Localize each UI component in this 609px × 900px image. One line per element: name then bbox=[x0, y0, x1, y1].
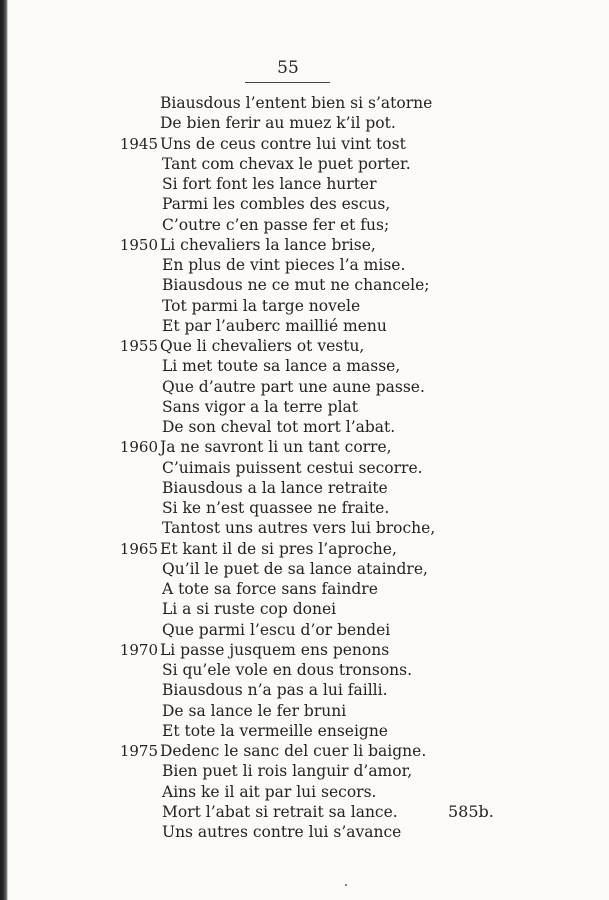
verse-line bbox=[0, 620, 609, 640]
verse-line bbox=[0, 701, 609, 721]
paper-speck bbox=[345, 884, 347, 886]
verse-line bbox=[0, 539, 609, 559]
verse-line bbox=[0, 660, 609, 680]
verse-line bbox=[0, 275, 609, 295]
verse-text: Biausdous n’a pas a lui failli. bbox=[162, 681, 388, 700]
verse-text: Bien puet li rois languir d’amor, bbox=[162, 762, 413, 781]
verse-line bbox=[0, 518, 609, 538]
verse-line bbox=[0, 194, 609, 214]
verse-line bbox=[0, 721, 609, 741]
verse-text: Et kant il de si pres l’aproche, bbox=[160, 539, 397, 558]
verse-line bbox=[0, 458, 609, 478]
verse-text: Biausdous l’entent bien si s’atorne bbox=[160, 94, 433, 112]
verse-text: Si fort font les lance hurter bbox=[162, 175, 377, 193]
verse-line bbox=[0, 417, 609, 437]
verse-text: A tote sa force sans faindre bbox=[162, 580, 378, 598]
verse-text: Sans vigor a la terre plat bbox=[162, 397, 358, 416]
page-number-rule bbox=[245, 82, 330, 83]
verse-line bbox=[0, 498, 609, 518]
verse-text: C’outre c’en passe fer et fus; bbox=[162, 215, 390, 234]
verse-line bbox=[0, 113, 609, 133]
verse-text: En plus de vint pieces l’a mise. bbox=[162, 256, 406, 274]
page-number: 55 bbox=[277, 58, 299, 78]
verse-line bbox=[0, 134, 609, 154]
verse-line bbox=[0, 93, 609, 113]
verse-line bbox=[0, 579, 609, 599]
verse-text: Tot parmi la targe novele bbox=[162, 296, 361, 315]
verse-text: Que d’autre part une aune passe. bbox=[162, 377, 425, 396]
verse-text: Et tote la vermeille enseigne bbox=[162, 721, 388, 740]
verse-text: Tant com chevax le puet porter. bbox=[162, 154, 411, 173]
verse-text: Ja ne savront li un tant corre, bbox=[160, 438, 392, 457]
verse-text: C’uimais puissent cestui secorre. bbox=[162, 458, 423, 477]
line-number: 1955 bbox=[119, 337, 158, 355]
verse-text: Parmi les combles des escus, bbox=[162, 195, 391, 214]
line-number: 1970 bbox=[119, 640, 158, 659]
verse-list bbox=[0, 93, 609, 842]
verse-line bbox=[0, 235, 609, 255]
verse-text: Dedenc le sanc del cuer li baigne. bbox=[160, 742, 427, 760]
verse-text: Tantost uns autres vers lui broche, bbox=[162, 519, 436, 538]
verse-text: Qu’il le puet de sa lance ataindre, bbox=[162, 559, 428, 578]
folio-reference: 585b. bbox=[448, 801, 494, 821]
verse-line bbox=[0, 377, 609, 397]
line-number: 1965 bbox=[119, 539, 158, 558]
verse-line bbox=[0, 478, 609, 498]
verse-line bbox=[0, 255, 609, 275]
verse-text: De son cheval tot mort l’abat. bbox=[162, 418, 396, 436]
verse-line bbox=[0, 640, 609, 660]
verse-text: Que li chevaliers ot vestu, bbox=[160, 337, 365, 355]
verse-text: Li a si ruste cop donei bbox=[162, 600, 337, 619]
verse-text: Uns autres contre lui s’avance bbox=[162, 823, 402, 841]
line-number: 1960 bbox=[119, 438, 158, 457]
verse-line bbox=[0, 316, 609, 336]
verse-line bbox=[0, 215, 609, 235]
verse-line bbox=[0, 397, 609, 417]
verse-text: Mort l’abat si retrait sa lance. bbox=[162, 802, 398, 821]
verse-text: Biausdous a la lance retraite bbox=[162, 478, 388, 497]
verse-text: De bien ferir au muez k’il pot. bbox=[160, 114, 396, 133]
verse-text: Ains ke il ait par lui secors. bbox=[162, 782, 377, 801]
verse-line bbox=[0, 802, 609, 822]
verse-text: Li chevaliers la lance brise, bbox=[160, 235, 376, 254]
verse-line bbox=[0, 680, 609, 700]
line-number: 1945 bbox=[119, 134, 158, 153]
verse-text: Et par l’auberc maillié menu bbox=[162, 316, 387, 335]
verse-line bbox=[0, 356, 609, 376]
verse-line bbox=[0, 761, 609, 781]
verse-text: Li met toute sa lance a masse, bbox=[162, 357, 401, 376]
verse-text: Uns de ceus contre lui vint tost bbox=[160, 134, 406, 153]
verse-line bbox=[0, 782, 609, 802]
line-number: 1975 bbox=[119, 742, 158, 760]
verse-line bbox=[0, 296, 609, 316]
verse-text: Que parmi l’escu d’or bendei bbox=[162, 620, 391, 639]
verse-text: Si ke n’est quassee ne fraite. bbox=[162, 499, 390, 517]
verse-line bbox=[0, 599, 609, 619]
verse-text: Si qu’ele vole en dous tronsons. bbox=[162, 661, 413, 679]
verse-text: De sa lance le fer bruni bbox=[162, 701, 347, 720]
verse-line bbox=[0, 741, 609, 761]
verse-line bbox=[0, 154, 609, 174]
verse-line bbox=[0, 437, 609, 457]
verse-text: Li passe jusquem ens penons bbox=[160, 640, 390, 659]
verse-text: Biausdous ne ce mut ne chancele; bbox=[162, 276, 430, 295]
line-number: 1950 bbox=[119, 235, 158, 254]
verse-line bbox=[0, 174, 609, 194]
verse-line bbox=[0, 336, 609, 356]
verse-line bbox=[0, 559, 609, 579]
verse-line bbox=[0, 822, 609, 842]
